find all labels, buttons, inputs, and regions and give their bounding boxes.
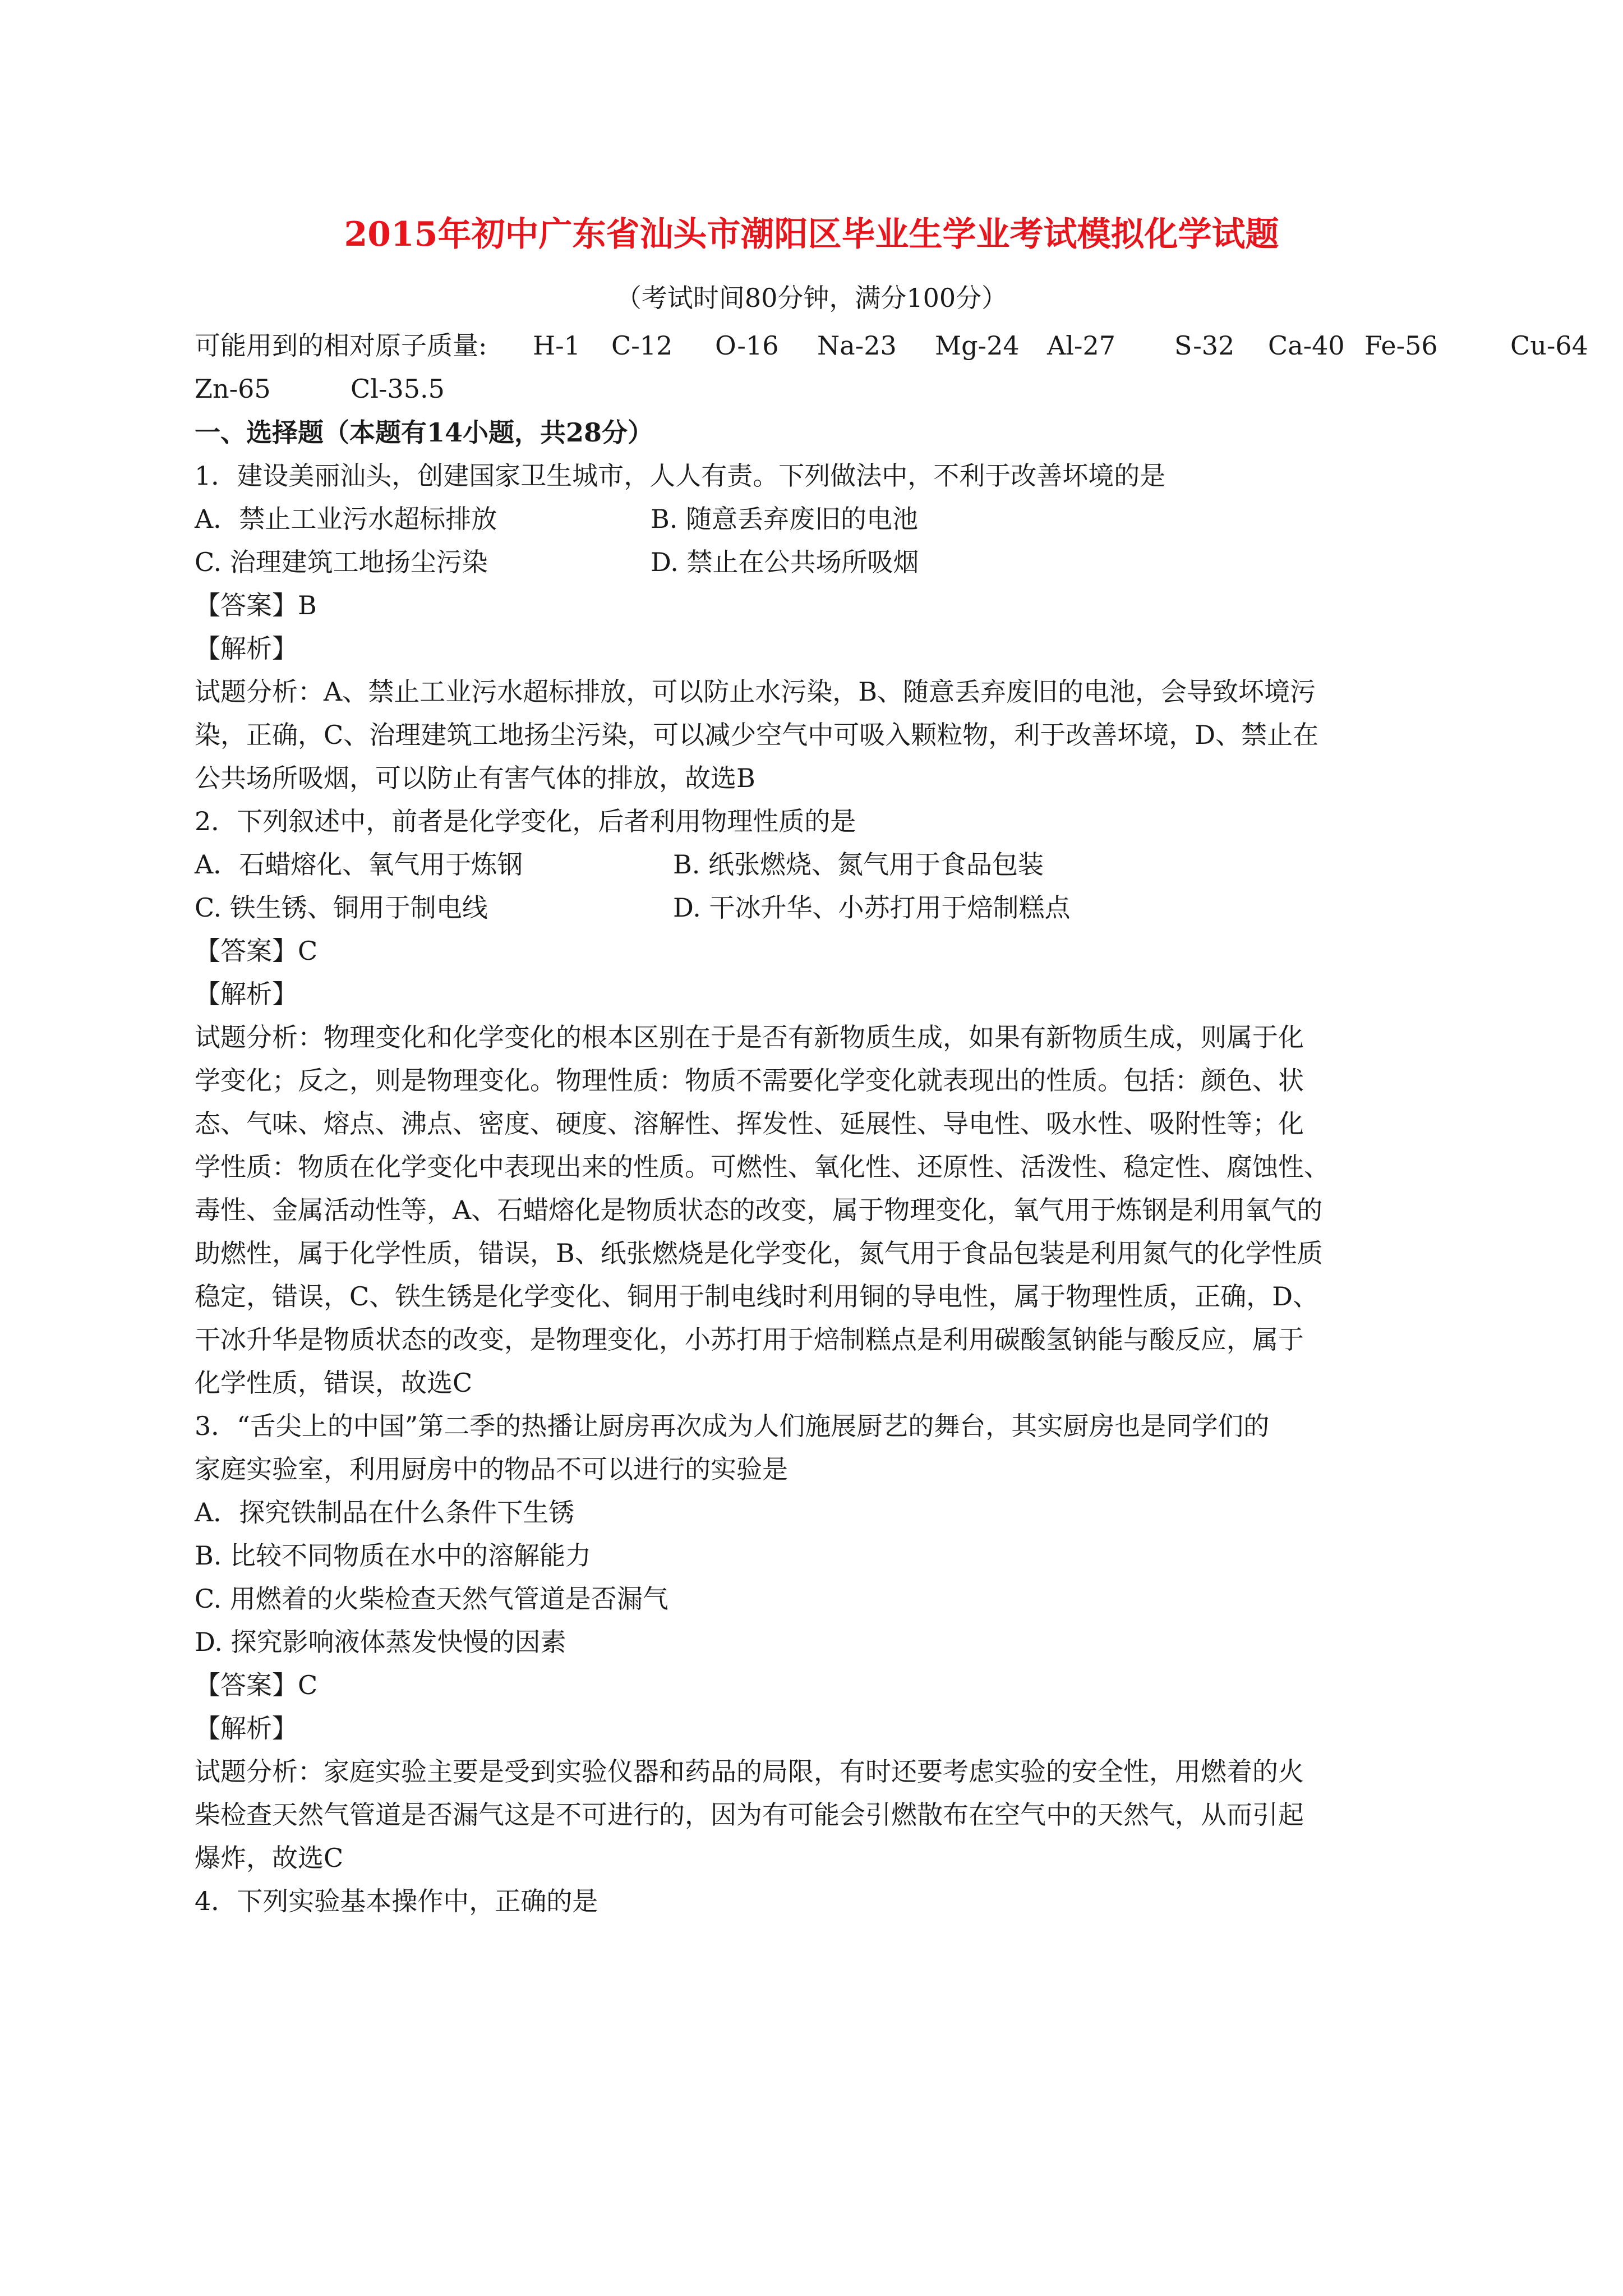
analysis-label: 【解析】 bbox=[195, 1713, 298, 1743]
question-3-stem: 3．“舌尖上的中国”第二季的热播让厨房再次成为人们施展厨艺的舞台，其实厨房也是同学们的 bbox=[195, 1411, 1270, 1441]
analysis-text: 化学性质，错误，故选C bbox=[195, 1368, 473, 1398]
atomic-mass-item: Al-27 bbox=[1047, 330, 1116, 361]
analysis-text: 学性质：物质在化学变化中表现出来的性质。可燃性、氧化性、还原性、活泼性、稳定性、腐蚀性、 bbox=[195, 1152, 1330, 1182]
analysis-text: 学变化；反之，则是物理变化。物理性质：物质不需要化学变化就表现出的性质。包括：颜色、状 bbox=[195, 1065, 1304, 1096]
analysis-text: 助燃性，属于化学性质，错误，B、纸张燃烧是化学变化，氮气用于食品包装是利用氮气的化学性质 bbox=[195, 1238, 1323, 1268]
question-1-option-b: B. 随意丢弃废旧的电池 bbox=[651, 504, 919, 534]
atomic-mass-item: Cl-35.5 bbox=[351, 374, 445, 404]
analysis-text: 爆炸，故选C bbox=[195, 1843, 344, 1873]
question-1-option-c: C. 治理建筑工地扬尘污染 bbox=[195, 547, 488, 577]
atomic-mass-item: H-1 bbox=[533, 330, 580, 361]
question-3-option-a: A．探究铁制品在什么条件下生锈 bbox=[195, 1497, 575, 1527]
question-3-stem: 家庭实验室，利用厨房中的物品不可以进行的实验是 bbox=[195, 1454, 788, 1484]
analysis-text: 试题分析：物理变化和化学变化的根本区别在于是否有新物质生成，如果有新物质生成，则属于化 bbox=[195, 1022, 1304, 1052]
atomic-mass-item: Na-23 bbox=[817, 330, 897, 361]
analysis-text: 公共场所吸烟，可以防止有害气体的排放，故选B bbox=[195, 763, 755, 793]
section-heading: 一、选择题（本题有14小题，共28分） bbox=[195, 417, 654, 448]
atomic-mass-item: Fe-56 bbox=[1364, 330, 1438, 361]
atomic-mass-item: S-32 bbox=[1174, 330, 1235, 361]
atomic-mass-item: C-12 bbox=[611, 330, 673, 361]
atomic-mass-label: 可能用到的相对原子质量: bbox=[195, 330, 487, 361]
question-1-option-d: D. 禁止在公共场所吸烟 bbox=[651, 547, 919, 577]
analysis-text: 干冰升华是物质状态的改变，是物理变化，小苏打用于焙制糕点是利用碳酸氢钠能与酸反应，属于 bbox=[195, 1324, 1304, 1355]
atomic-mass-item: Mg-24 bbox=[935, 330, 1020, 361]
page-title: 2015年初中广东省汕头市潮阳区毕业生学业考试模拟化学试题 bbox=[344, 215, 1279, 254]
atomic-mass-item: Cu-64 bbox=[1510, 330, 1588, 361]
question-1-stem: 1．建设美丽汕头，创建国家卫生城市，人人有责。下列做法中，不利于改善坏境的是 bbox=[195, 461, 1166, 491]
analysis-text: 稳定，错误，C、铁生锈是化学变化、铜用于制电线时利用铜的导电性，属于物理性质，正确，D、 bbox=[195, 1281, 1319, 1312]
analysis-label: 【解析】 bbox=[195, 633, 298, 664]
atomic-mass-item: Ca-40 bbox=[1268, 330, 1345, 361]
analysis-text: 试题分析：A、禁止工业污水超标排放，可以防止水污染，B、随意丢弃废旧的电池，会导致坏境污 bbox=[195, 677, 1316, 707]
answer-label: 【答案】C bbox=[195, 936, 318, 966]
atomic-mass-item: O-16 bbox=[715, 330, 779, 361]
question-4-stem: 4．下列实验基本操作中，正确的是 bbox=[195, 1886, 598, 1916]
question-3-option-c: C. 用燃着的火柴检查天然气管道是否漏气 bbox=[195, 1584, 668, 1614]
exam-duration-note: （考试时间80分钟，满分100分） bbox=[615, 283, 1008, 313]
analysis-text: 毒性、金属活动性等，A、石蜡熔化是物质状态的改变，属于物理变化，氧气用于炼钢是利用氧气的 bbox=[195, 1195, 1323, 1225]
analysis-text: 试题分析：家庭实验主要是受到实验仪器和药品的局限，有时还要考虑实验的安全性，用燃着的火 bbox=[195, 1756, 1304, 1787]
question-3-option-b: B. 比较不同物质在水中的溶解能力 bbox=[195, 1540, 592, 1571]
question-2-option-a: A．石蜡熔化、氧气用于炼钢 bbox=[195, 849, 523, 880]
analysis-text: 柴检查天然气管道是否漏气这是不可进行的，因为有可能会引燃散布在空气中的天然气，从而引起 bbox=[195, 1800, 1304, 1830]
atomic-mass-line-2 bbox=[195, 370, 699, 407]
analysis-label: 【解析】 bbox=[195, 979, 298, 1009]
analysis-text: 态、气味、熔点、沸点、密度、硬度、溶解性、挥发性、延展性、导电性、吸水性、吸附性等；化 bbox=[195, 1108, 1304, 1139]
answer-label: 【答案】B bbox=[195, 590, 317, 620]
question-1-option-a: A．禁止工业污水超标排放 bbox=[195, 504, 497, 534]
atomic-mass-item: Zn-65 bbox=[195, 374, 271, 404]
analysis-text: 染，正确，C、治理建筑工地扬尘污染，可以减少空气中可吸入颗粒物，利于改善坏境，D、禁止在 bbox=[195, 720, 1319, 750]
question-3-option-d: D. 探究影响液体蒸发快慢的因素 bbox=[195, 1627, 566, 1657]
question-2-option-b: B. 纸张燃烧、氮气用于食品包装 bbox=[673, 849, 1044, 880]
question-2-option-d: D. 干冰升华、小苏打用于焙制糕点 bbox=[673, 892, 1071, 923]
atomic-mass-line bbox=[195, 327, 1608, 364]
question-2-option-c: C. 铁生锈、铜用于制电线 bbox=[195, 892, 488, 923]
question-2-stem: 2．下列叙述中，前者是化学变化，后者利用物理性质的是 bbox=[195, 806, 856, 836]
answer-label: 【答案】C bbox=[195, 1670, 318, 1700]
